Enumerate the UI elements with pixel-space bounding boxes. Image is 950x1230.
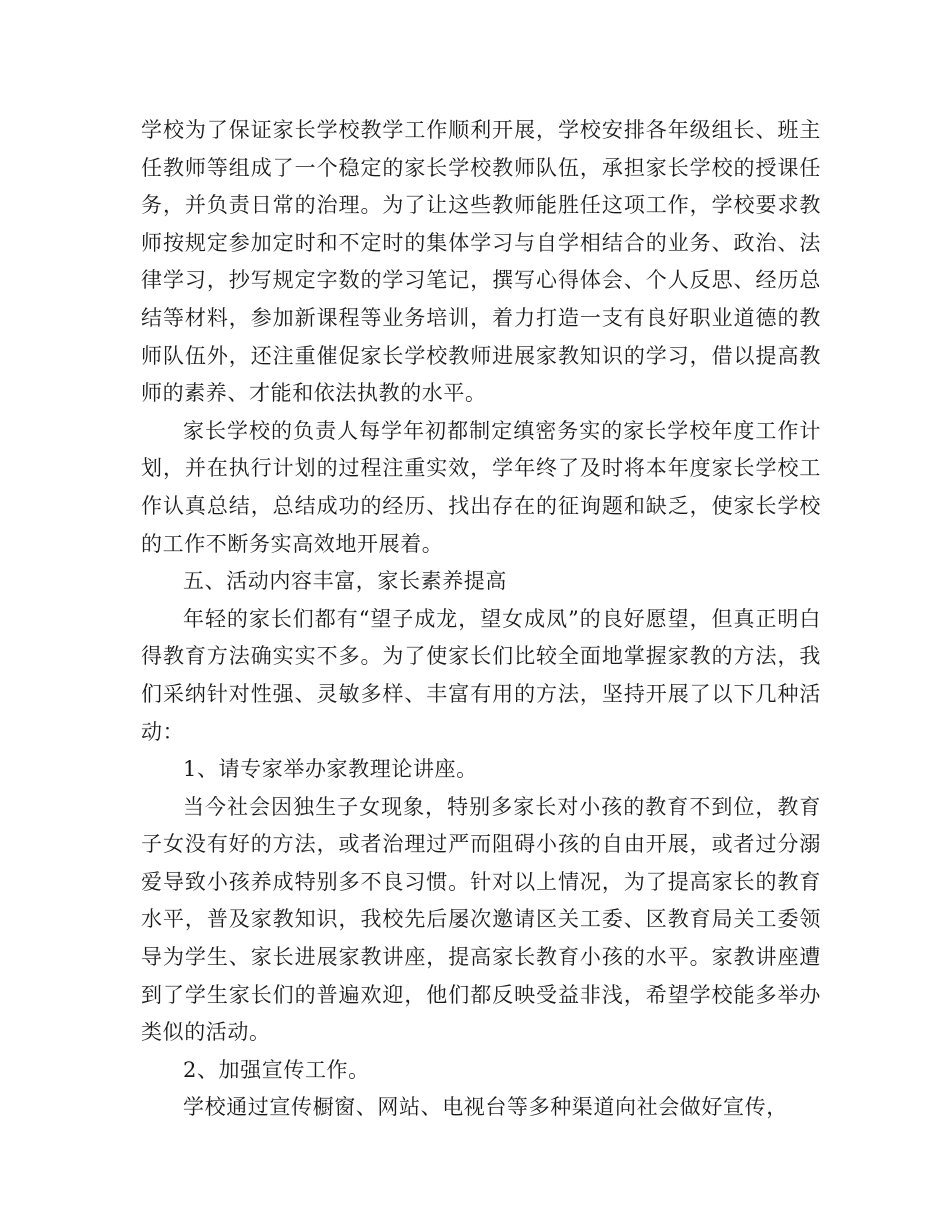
paragraph-lectures-detail: 当今社会因独生子女现象，特别多家长对小孩的教育不到位，教育子女没有好的方法，或者治理过严而阻碍小孩的自由开展，或者过分溺爱导致小孩养成特别多不良习惯。针对以上情况，为了提高家长的教育水平，普及家教知识，我校先后屡次邀请区关工委、区教育局关工委领导为学生、家长进展家教讲座，提高家长教育小孩的水平。家教讲座遭到了学生家长们的普遍欢迎，他们都反映受益非浅，希望学校能多举办类似的活动。	[141, 794, 821, 1045]
paragraph-annual-plan: 家长学校的负责人每学年初都制定缜密务实的家长学校年度工作计划，并在执行计划的过程注重实效，学年终了及时将本年度家长学校工作认真总结，总结成功的经历、找出存在的征询题和缺乏，使家长学校的工作不断务实高效地开展着。	[141, 418, 821, 556]
document-body	[141, 112, 821, 1127]
paragraph-publicity-detail: 学校通过宣传橱窗、网站、电视台等多种渠道向社会做好宣传，	[183, 1095, 788, 1120]
paragraph-parent-wishes: 年轻的家长们都有“望子成龙，望女成凤”的良好愿望，但真正明白得教育方法确实实不多。为了使家长们比较全面地掌握家教的方法，我们采纳针对性强、灵敏多样、丰富有用的方法，坚持开展了以下几种活动：	[141, 606, 821, 744]
paragraph-teacher-team: 学校为了保证家长学校教学工作顺利开展，学校安排各年级组长、班主任教师等组成了一个稳定的家长学校教师队伍，承担家长学校的授课任务，并负责日常的治理。为了让这些教师能胜任这项工作，学校要求教师按规定参加定时和不定时的集体学习与自学相结合的业务、政治、法律学习，抄写规定字数的学习笔记，撰写心得体会、个人反思、经历总结等材料，参加新课程等业务培训，着力打造一支有良好职业道德的教师队伍外，还注重催促家长学校教师进展家教知识的学习，借以提高教师的素养、才能和依法执教的水平。	[141, 118, 821, 406]
list-item-publicity: 2、加强宣传工作。	[183, 1057, 370, 1082]
list-item-expert-lectures: 1、请专家举办家教理论讲座。	[183, 757, 478, 782]
section-heading-activities: 五、活动内容丰富，家长素养提高	[183, 569, 507, 594]
